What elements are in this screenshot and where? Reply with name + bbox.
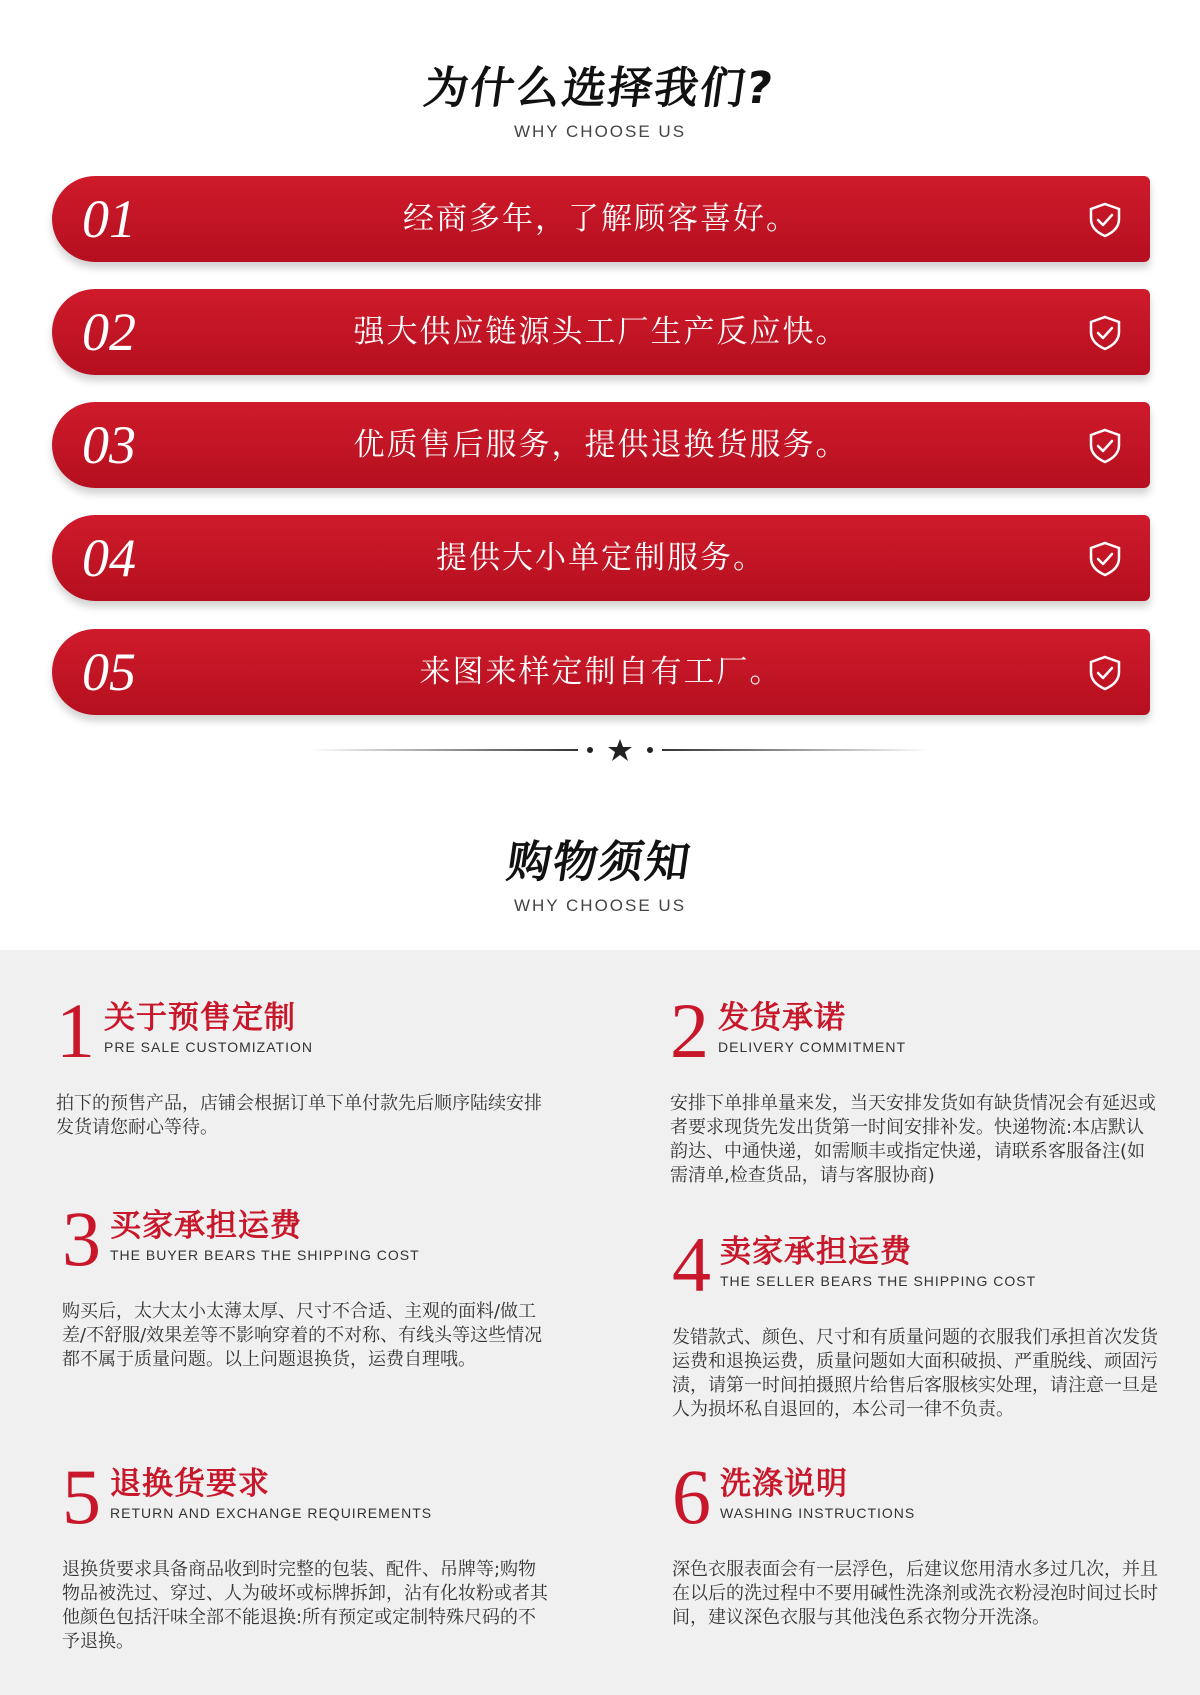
banner-text: 经商多年，了解顾客喜好。 bbox=[403, 201, 799, 237]
why-choose-us-header bbox=[0, 52, 1200, 142]
notice-subtitle: RETURN AND EXCHANGE REQUIREMENTS bbox=[110, 1505, 433, 1521]
notice-title: 发货承诺 bbox=[718, 1000, 846, 1036]
shield-check-icon bbox=[1088, 428, 1122, 464]
notice-subtitle: THE BUYER BEARS THE SHIPPING COST bbox=[110, 1247, 420, 1263]
reason-banner-5 bbox=[52, 629, 1150, 715]
banner-text: 强大供应链源头工厂生产反应快。 bbox=[353, 314, 849, 350]
notice-body: 安排下单排单量来发，当天安排发货如有缺货情况会有延迟或者要求现货先发出货第一时间安排补发。快递物流:本店默认韵达、中通快递，如需顺丰或指定快递，请联系客服备注(如需清单,检查货品，请与客服协商) bbox=[670, 1093, 1156, 1186]
section-title: 购物须知 bbox=[503, 837, 695, 888]
banner-text: 提供大小单定制服务。 bbox=[436, 540, 766, 576]
notice-body: 退换货要求具备商品收到时完整的包装、配件、吊牌等;购物物品被洗过、穿过、人为破坏或标牌拆卸，沾有化妆粉或者其他颜色包括汗味全部不能退换:所有预定或定制特殊尺码的不予退换。 bbox=[62, 1559, 548, 1652]
shield-check-icon bbox=[1088, 315, 1122, 351]
notice-title: 买家承担运费 bbox=[110, 1208, 302, 1244]
section-title: 为什么选择我们? bbox=[421, 63, 778, 114]
reason-banner-4 bbox=[52, 515, 1150, 601]
section-subtitle: WHY CHOOSE US bbox=[513, 122, 687, 141]
notice-body: 拍下的预售产品，店铺会根据订单下单付款先后顺序陆续安排发货请您耐心等待。 bbox=[56, 1093, 542, 1138]
notice-title: 卖家承担运费 bbox=[720, 1234, 912, 1270]
notice-number: 4 bbox=[672, 1221, 711, 1308]
shield-check-icon bbox=[1088, 541, 1122, 577]
notice-subtitle: DELIVERY COMMITMENT bbox=[718, 1039, 907, 1055]
reason-banner-2 bbox=[52, 289, 1150, 375]
notice-body: 深色衣服表面会有一层浮色，后建议您用清水多过几次，并且在以后的洗过程中不要用碱性洗涤剂或洗衣粉浸泡时间过长时间，建议深色衣服与其他浅色系衣物分开洗涤。 bbox=[672, 1559, 1158, 1628]
notice-number: 3 bbox=[62, 1195, 101, 1282]
notice-title: 关于预售定制 bbox=[104, 1000, 296, 1036]
shopping-notice-header bbox=[0, 826, 1200, 916]
notice-subtitle: PRE SALE CUSTOMIZATION bbox=[104, 1039, 313, 1055]
notice-subtitle: WASHING INSTRUCTIONS bbox=[720, 1505, 916, 1521]
shield-check-icon bbox=[1088, 655, 1122, 691]
reason-banner-3 bbox=[52, 402, 1150, 488]
notice-number: 1 bbox=[56, 987, 95, 1074]
banner-text: 来图来样定制自有工厂。 bbox=[419, 654, 783, 690]
banner-number: 03 bbox=[82, 415, 136, 475]
notice-title: 洗涤说明 bbox=[720, 1466, 848, 1502]
notice-body: 发错款式、颜色、尺寸和有质量问题的衣服我们承担首次发货运费和退换运费，质量问题如大面积破损、严重脱线、顽固污渍，请第一时间拍摄照片给售后客服核实处理，请注意一旦是人为损坏私自退回的，本公司一律不负责。 bbox=[672, 1327, 1158, 1420]
banner-text: 优质售后服务，提供退换货服务。 bbox=[353, 427, 849, 463]
banner-number: 04 bbox=[82, 528, 136, 588]
notice-number: 2 bbox=[670, 987, 709, 1074]
star-icon bbox=[608, 739, 632, 761]
notice-number: 5 bbox=[62, 1453, 101, 1540]
notice-body: 购买后，太大太小太薄太厚、尺寸不合适、主观的面料/做工差/不舒服/效果差等不影响穿着的不对称、有线头等这些情况都不属于质量问题。以上问题退换货，运费自理哦。 bbox=[62, 1301, 543, 1370]
reason-banner-1 bbox=[52, 176, 1150, 262]
notice-number: 6 bbox=[672, 1453, 711, 1540]
banner-number: 01 bbox=[82, 189, 136, 249]
star-divider bbox=[310, 738, 930, 762]
notice-title: 退换货要求 bbox=[110, 1466, 270, 1502]
banner-number: 05 bbox=[82, 642, 136, 702]
notice-subtitle: THE SELLER BEARS THE SHIPPING COST bbox=[720, 1273, 1037, 1289]
banner-number: 02 bbox=[82, 302, 136, 362]
shield-check-icon bbox=[1088, 202, 1122, 238]
section-subtitle: WHY CHOOSE US bbox=[513, 896, 687, 915]
